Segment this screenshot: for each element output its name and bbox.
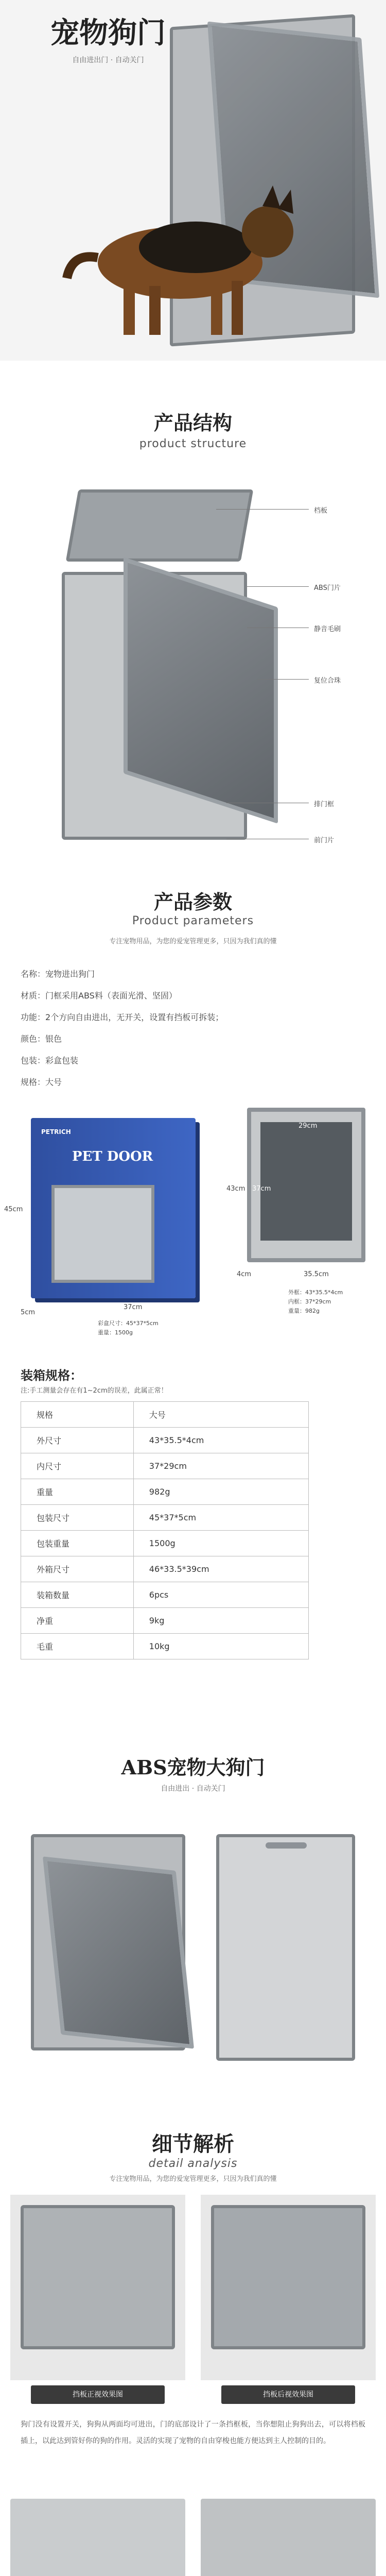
packing-table <box>21 1401 309 1659</box>
table-row: 包装重量 1500g <box>21 1531 309 1556</box>
structure-title: 产品结构 <box>153 412 232 434</box>
box-product-name: PET DOOR <box>72 1149 153 1164</box>
table-row: 净重 9kg <box>21 1608 309 1634</box>
table-row: 包装尺寸 45*37*5cm <box>21 1505 309 1531</box>
detail-photo-slot <box>10 2499 185 2576</box>
box-size-line: 彩盒尺寸：45*37*5cm <box>98 1320 159 1327</box>
packing-title: 装箱规格： <box>21 1368 82 1383</box>
door-inner-line: 内框：37*29cm <box>288 1298 331 1305</box>
caption-front: 挡板正视效果图 <box>31 2385 165 2404</box>
label-abs-flap: ABS门片 <box>314 584 341 592</box>
door-inner-width-label: 29cm <box>299 1122 318 1130</box>
table-row: 外尺寸 43*35.5*4cm <box>21 1428 309 1453</box>
detail-tagline: 专注宠物用品，为您的爱宠管理更多，只因为我们真的懂 <box>109 2175 277 2183</box>
door-weight-line: 重量：982g <box>288 1308 320 1314</box>
door-depth-label: 4cm <box>237 1270 252 1278</box>
abs-door-closed <box>216 1834 360 2071</box>
label-brush: 静音毛刷 <box>314 625 341 633</box>
table-row: 内尺寸 37*29cm <box>21 1453 309 1479</box>
abs-section <box>0 1752 386 2112</box>
label-reset-bead: 复位合珠 <box>314 677 341 685</box>
box-depth-label: 5cm <box>21 1309 36 1316</box>
param-row: 功能：2个方向自由进出，无开关，设置有挡板可拆装； <box>21 1012 224 1022</box>
box-height-label: 45cm <box>4 1206 23 1213</box>
param-row: 包装：彩盒包装 <box>21 1056 79 1065</box>
param-row: 规格：大号 <box>21 1077 62 1087</box>
packing-note: 注:手工测量会存在有1~2cm的误差，此属正常！ <box>21 1387 168 1395</box>
door-width-label: 35.5cm <box>304 1270 329 1278</box>
abs-door-open <box>31 1834 201 2081</box>
product-box-image <box>31 1118 196 1298</box>
page-subtitle: 自由进出门 · 自动关门 <box>72 56 144 64</box>
box-width-label: 37cm <box>124 1303 143 1311</box>
packing-section <box>0 1360 386 1716</box>
label-rear-frame: 排门框 <box>314 801 335 808</box>
table-header-row: 规格 大号 <box>21 1402 309 1428</box>
detail-photo-magnet <box>201 2499 376 2576</box>
params-tagline: 专注宠物用品，为您的爱宠管理更多，只因为我们真的懂 <box>109 938 277 945</box>
table-row: 外箱尺寸 46*33.5*39cm <box>21 1556 309 1582</box>
table-row: 装箱数量 6pcs <box>21 1582 309 1608</box>
detail-title-en: detail analysis <box>148 2157 238 2170</box>
page-title: 宠物狗门 <box>50 16 166 50</box>
door-inner-height-label: 37cm <box>252 1185 271 1193</box>
door-height-label: 43cm <box>226 1185 245 1193</box>
param-row: 材质：门框采用ABS料（表面光滑、坚固） <box>21 991 177 1001</box>
params-section <box>0 876 386 1391</box>
box-weight-line: 重量：1500g <box>98 1329 133 1336</box>
param-row: 名称：宠物进出狗门 <box>21 969 95 979</box>
table-row: 重量 982g <box>21 1479 309 1505</box>
param-row: 颜色：银色 <box>21 1034 62 1044</box>
params-list <box>21 963 223 1093</box>
abs-subtitle: 自由进出 · 自动关门 <box>161 1785 225 1793</box>
label-front-flap: 前门片 <box>314 837 335 844</box>
hero-section <box>0 0 386 361</box>
detail-paragraph-1: 狗门没有设置开关，狗狗从两面均可进出，门的底部设计了一条挡框板，当你想阻止狗狗出去，可以将档板插上，以此达到管好你的狗的作用。灵活的实现了宠物的自由穿梭也能方便达到主人控制的目的。 <box>21 2420 365 2445</box>
dog-image <box>62 185 309 340</box>
label-baffle: 档板 <box>314 507 328 515</box>
detail-title: 细节解析 <box>152 2132 234 2156</box>
exploded-door-diagram <box>51 489 299 860</box>
structure-title-en: product structure <box>139 437 247 450</box>
detail-photo-back <box>201 2195 376 2380</box>
box-brand: PETRICH <box>41 1128 71 1136</box>
structure-section <box>0 386 386 871</box>
params-title-en: Product parameters <box>132 914 254 927</box>
caption-back: 挡板后视效果图 <box>221 2385 355 2404</box>
detail-photo-front <box>10 2195 185 2380</box>
detail-section <box>0 2128 386 2576</box>
door-outer-line: 外框：43*35.5*4cm <box>288 1289 343 1296</box>
params-title: 产品参数 <box>153 891 232 913</box>
abs-title: ABS宠物大狗门 <box>121 1756 265 1779</box>
table-row: 毛重 10kg <box>21 1634 309 1659</box>
